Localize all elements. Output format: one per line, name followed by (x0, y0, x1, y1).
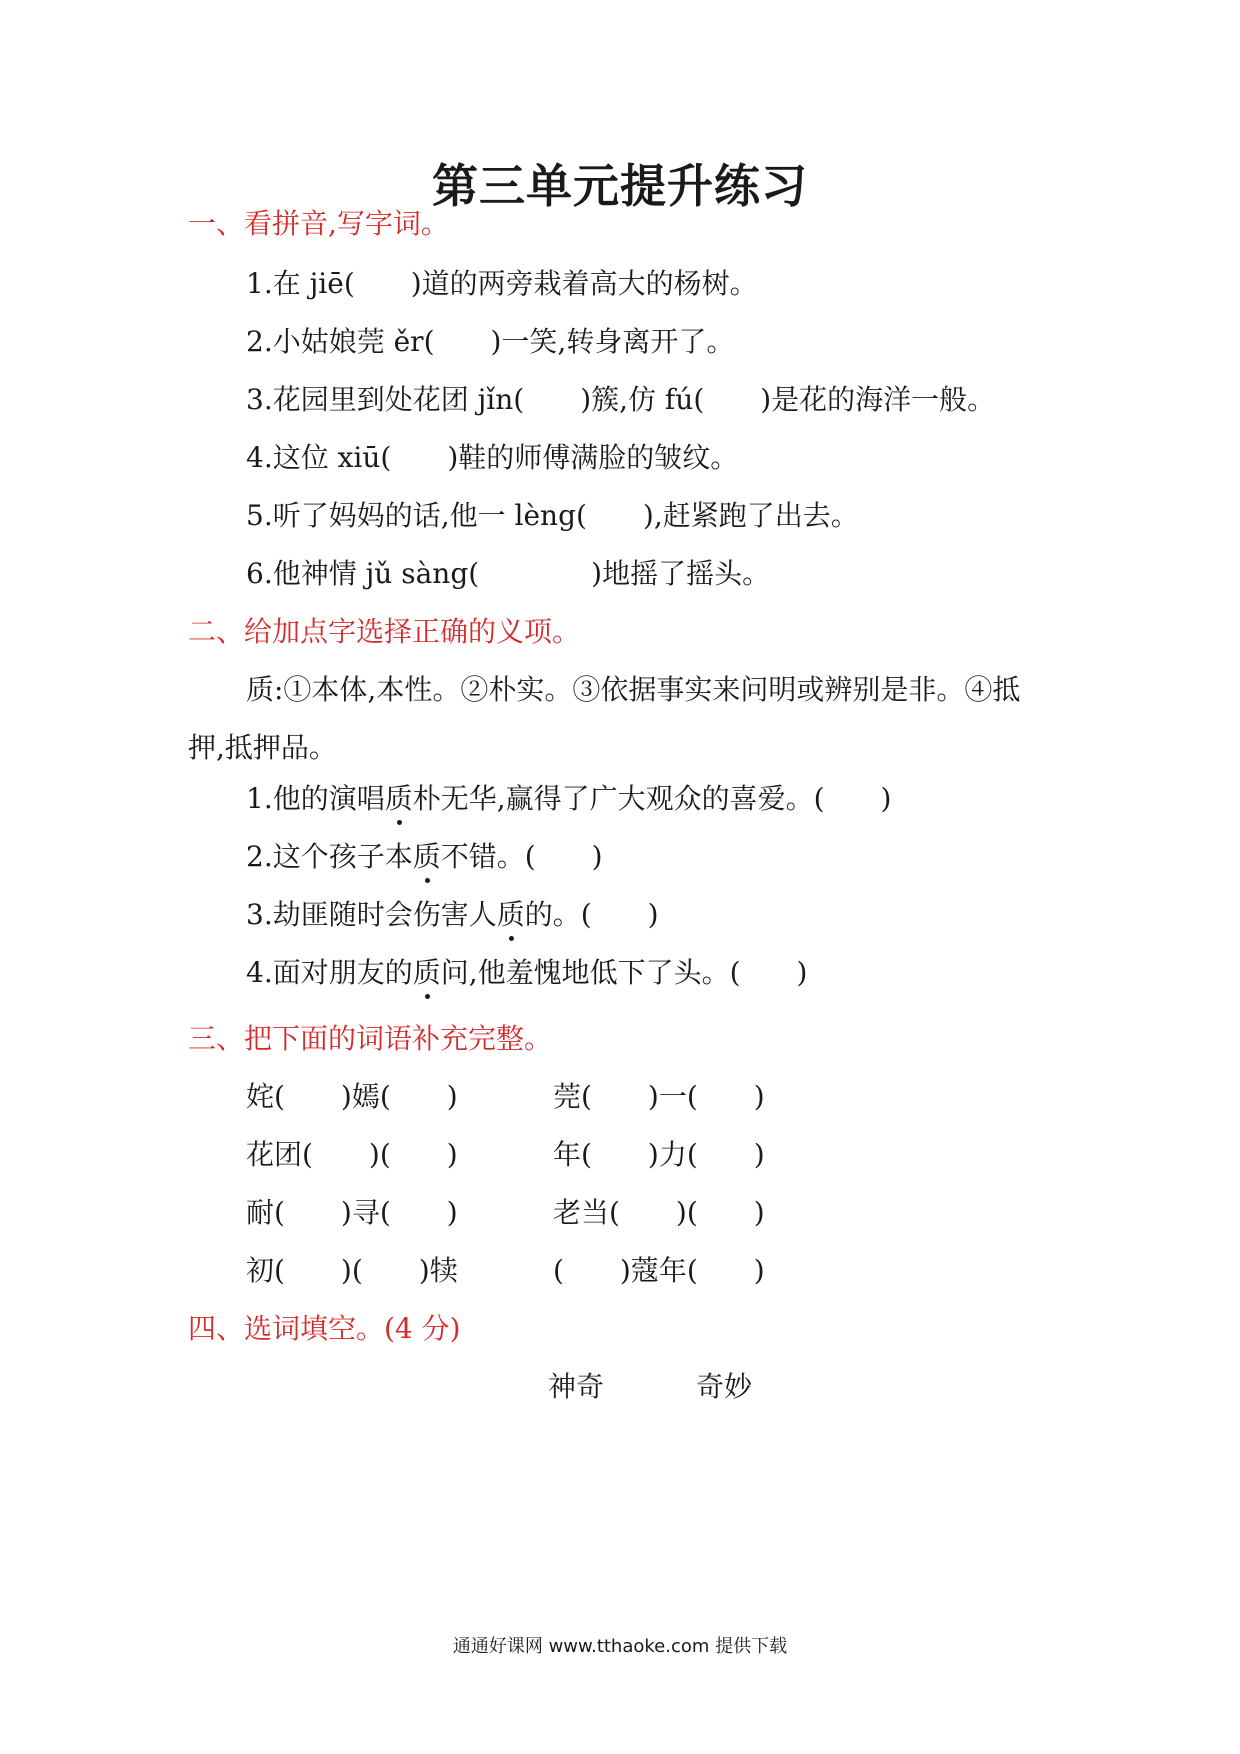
definition-line-2: 押,抵押品。 (188, 731, 337, 764)
idiom-right: 老当( )( ) (553, 1196, 765, 1229)
item-text-before: 1.他的演唱 (246, 782, 385, 815)
idiom-left: 姹( )嫣( ) (246, 1080, 458, 1113)
section-1-heading: 一、看拼音,写字词。 (188, 207, 449, 240)
section-1-item: 4.这位 xiū( )鞋的师傅满脸的皱纹。 (246, 441, 739, 474)
item-text-after: 朴无华,赢得了广大观众的喜爱。( ) (412, 782, 892, 815)
idiom-right: 年( )力( ) (553, 1138, 765, 1171)
idiom-left: 初( )( )犊 (246, 1254, 458, 1287)
section-1-item: 1.在 jiē( )道的两旁栽着高大的杨树。 (246, 267, 758, 300)
dotted-character: 质 (385, 777, 413, 817)
idiom-right: ( )蔻年( ) (553, 1254, 765, 1287)
item-text-after: 的。( ) (524, 898, 659, 931)
item-text-before: 2.这个孩子本 (246, 840, 413, 873)
section-2-item (246, 893, 659, 933)
item-text-after: 不错。( ) (440, 840, 603, 873)
section-4-heading: 四、选词填空。(4 分) (188, 1312, 461, 1345)
footer-credit: 通通好课网 www.tthaoke.com 提供下载 (452, 1636, 788, 1657)
section-3-heading: 三、把下面的词语补充完整。 (188, 1022, 553, 1055)
section-1-item: 2.小姑娘莞 ěr( )一笑,转身离开了。 (246, 325, 735, 358)
section-2-heading: 二、给加点字选择正确的义项。 (188, 615, 581, 648)
item-text-after: 问,他羞愧地低下了头。( ) (440, 956, 808, 989)
dotted-character: 质 (497, 893, 525, 933)
word-choice: 奇妙 (696, 1370, 753, 1403)
idiom-left: 花团( )( ) (246, 1138, 458, 1171)
page-title: 第三单元提升练习 (432, 159, 808, 213)
item-text-before: 4.面对朋友的 (246, 956, 413, 989)
section-2-item (246, 951, 807, 991)
section-1-item: 6.他神情 jǔ sàng( )地摇了摇头。 (246, 557, 771, 590)
idiom-left: 耐( )寻( ) (246, 1196, 458, 1229)
item-text-before: 3.劫匪随时会伤害人 (246, 898, 497, 931)
section-1-item: 5.听了妈妈的话,他一 lèng( ),赶紧跑了出去。 (246, 499, 859, 532)
section-2-item (246, 777, 891, 817)
definition-line-1: 质:①本体,本性。②朴实。③依据事实来问明或辨别是非。④抵 (246, 673, 1021, 706)
idiom-right: 莞( )一( ) (553, 1080, 765, 1113)
section-1-item: 3.花园里到处花团 jǐn( )簇,仿 fú( )是花的海洋一般。 (246, 383, 996, 416)
dotted-character: 质 (413, 835, 441, 875)
dotted-character: 质 (413, 951, 441, 991)
section-2-item (246, 835, 603, 875)
word-choice: 神奇 (548, 1370, 605, 1403)
